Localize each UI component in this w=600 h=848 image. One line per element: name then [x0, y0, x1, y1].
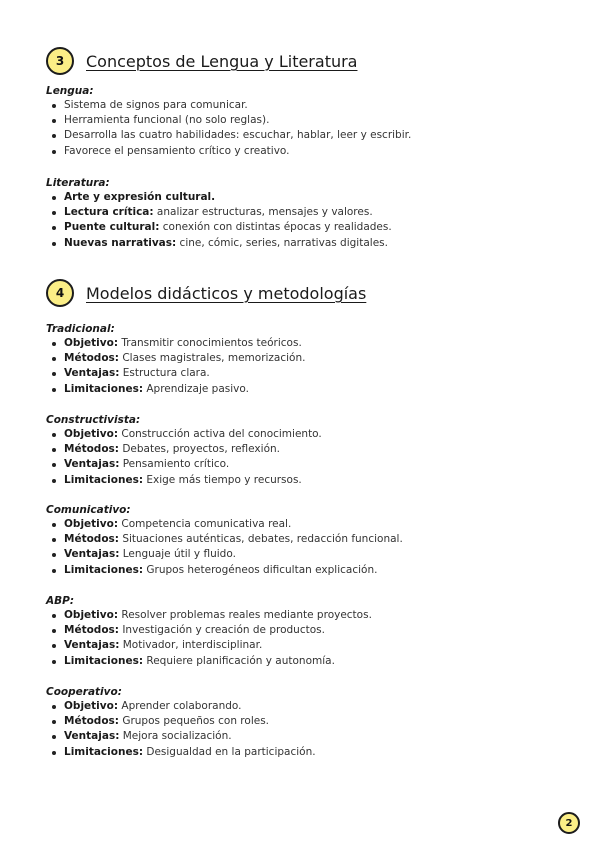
group-title: Tradicional: — [46, 323, 115, 335]
list-item: Ventajas: Mejora socialización. — [52, 729, 566, 744]
group-comunicativo — [46, 503, 566, 578]
list-item: Limitaciones: Aprendizaje pasivo. — [52, 382, 566, 397]
item-list — [46, 336, 566, 397]
list-item: Sistema de signos para comunicar. — [52, 98, 566, 113]
item-list — [46, 190, 566, 251]
list-item: Arte y expresión cultural. — [52, 190, 566, 205]
list-item: Ventajas: Estructura clara. — [52, 366, 566, 381]
section-title: Modelos didácticos y metodologías — [86, 283, 367, 303]
group-title: Comunicativo: — [46, 504, 131, 516]
list-item: Objetivo: Resolver problemas reales mediante proyectos. — [52, 608, 566, 623]
group-title: Literatura: — [46, 177, 110, 189]
list-item: Limitaciones: Exige más tiempo y recursos. — [52, 473, 566, 488]
section-3 — [46, 46, 566, 76]
list-item: Métodos: Grupos pequeños con roles. — [52, 714, 566, 729]
list-item: Limitaciones: Requiere planificación y autonomía. — [52, 654, 566, 669]
section-number-badge: 3 — [46, 47, 74, 75]
group-lengua — [46, 84, 566, 159]
list-item: Métodos: Situaciones auténticas, debates, redacción funcional. — [52, 532, 566, 547]
list-item: Nuevas narrativas: cine, cómic, series, narrativas digitales. — [52, 236, 566, 251]
group-cooperativo — [46, 685, 566, 760]
list-item: Ventajas: Motivador, interdisciplinar. — [52, 638, 566, 653]
item-list — [46, 699, 566, 760]
item-list — [46, 427, 566, 488]
section-4 — [46, 278, 566, 308]
list-item: Ventajas: Pensamiento crítico. — [52, 457, 566, 472]
list-item: Métodos: Clases magistrales, memorización. — [52, 351, 566, 366]
list-item: Métodos: Investigación y creación de productos. — [52, 623, 566, 638]
list-item: Herramienta funcional (no solo reglas). — [52, 113, 566, 128]
list-item: Limitaciones: Grupos heterogéneos dificultan explicación. — [52, 563, 566, 578]
item-list — [46, 608, 566, 669]
group-title: Lengua: — [46, 85, 94, 97]
page-number-badge: 2 — [558, 812, 580, 834]
list-item: Métodos: Debates, proyectos, reflexión. — [52, 442, 566, 457]
list-item: Objetivo: Construcción activa del conocimiento. — [52, 427, 566, 442]
section-header — [46, 278, 566, 308]
group-literatura — [46, 176, 566, 251]
item-list — [46, 98, 566, 159]
group-constructivista — [46, 413, 566, 488]
section-title: Conceptos de Lengua y Literatura — [86, 51, 358, 71]
section-header — [46, 46, 566, 76]
list-item: Objetivo: Transmitir conocimientos teóricos. — [52, 336, 566, 351]
list-item: Puente cultural: conexión con distintas épocas y realidades. — [52, 220, 566, 235]
list-item: Desarrolla las cuatro habilidades: escuchar, hablar, leer y escribir. — [52, 128, 566, 143]
group-title: Constructivista: — [46, 414, 141, 426]
list-item: Objetivo: Competencia comunicativa real. — [52, 517, 566, 532]
group-title: ABP: — [46, 595, 75, 607]
group-tradicional — [46, 322, 566, 397]
list-item: Objetivo: Aprender colaborando. — [52, 699, 566, 714]
group-title: Cooperativo: — [46, 686, 122, 698]
list-item: Limitaciones: Desigualdad en la participación. — [52, 745, 566, 760]
section-number-badge: 4 — [46, 279, 74, 307]
item-list — [46, 517, 566, 578]
group-abp — [46, 594, 566, 669]
list-item: Favorece el pensamiento crítico y creativo. — [52, 144, 566, 159]
list-item: Ventajas: Lenguaje útil y fluido. — [52, 547, 566, 562]
list-item: Lectura crítica: analizar estructuras, mensajes y valores. — [52, 205, 566, 220]
